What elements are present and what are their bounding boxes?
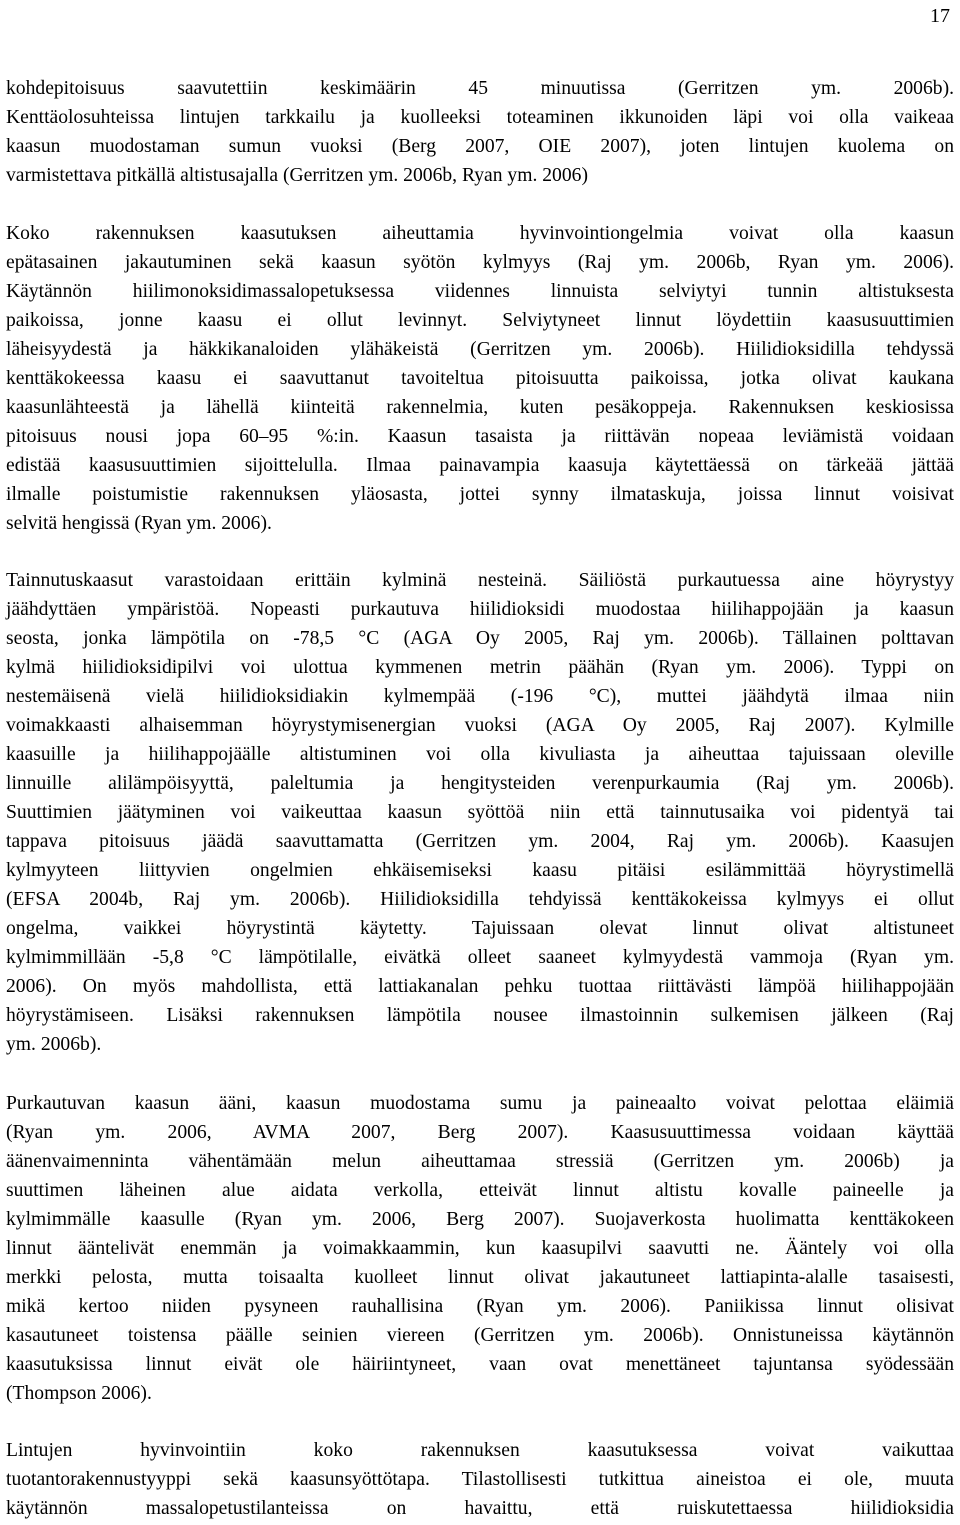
text-line: linnuille alilämpöisyyttä, paleltumia ja hengitysteiden verenpurkaumia (Raj ym. 2006b). (6, 773, 954, 794)
text-line: kaasunlähteestä ja lähellä kiinteitä rakennelmia, kuten pesäkoppeja. Rakennuksen keskiosissa (6, 397, 954, 418)
text-line: jäähdyttäen ympäristöä. Nopeasti purkautuva hiilidioksidi muodostaa hiilihappojään ja kaasun (6, 599, 954, 620)
text-line: kohdepitoisuus saavutettiin keskimäärin 45 minuutissa (Gerritzen ym. 2006b). (6, 78, 954, 99)
text-line: Käytännön hiilimonoksidimassalopetuksessa viidennes linnuista selviytyi tunnin altistuksesta (6, 281, 954, 302)
text-line: (Thompson 2006). (6, 1383, 152, 1404)
text-line: ilmalle poistumistie rakennuksen yläosasta, jottei synny ilmataskuja, joissa linnut voisivat (6, 484, 954, 505)
page-number: 17 (930, 5, 950, 27)
text-line: kaasuille ja hiilihappojäälle altistuminen voi olla kivuliasta ja aiheuttaa tajuissaan oleville (6, 744, 954, 765)
paragraph-4 (6, 1089, 954, 1408)
text-line: äänenvaimenninta vähentämään melun aiheuttamaa stressiä (Gerritzen ym. 2006b) ja (6, 1151, 954, 1172)
text-line: tappava pitoisuus jäädä saavuttamatta (Gerritzen ym. 2004, Raj ym. 2006b). Kaasujen (6, 831, 954, 852)
text-line: pitoisuus nousi jopa 60–95 %:in. Kaasun tasaista ja riittävän nopeaa leviämistä voidaan (6, 426, 954, 447)
text-line: kenttäkokeessa kaasu ei saavuttanut tavoiteltua pitoisuutta paikoissa, jotka olivat kaukana (6, 368, 954, 389)
text-line: Suuttimien jäätyminen voi vaikeuttaa kaasun syöttöä niin että tainnutusaika voi pidentyä tai (6, 802, 954, 823)
text-line: varmistettava pitkällä altistusajalla (Gerritzen ym. 2006b, Ryan ym. 2006) (6, 165, 588, 186)
text-line: Purkautuvan kaasun ääni, kaasun muodostama sumu ja paineaalto voivat pelottaa eläimiä (6, 1093, 954, 1114)
text-line: Kenttäolosuhteissa lintujen tarkkailu ja kuolleeksi toteaminen ikkunoiden läpi voi olla vaikeaa (6, 107, 954, 128)
paragraph-3 (6, 566, 954, 1059)
text-line: voimakkaasti alhaisemman höyrystymisenergian vuoksi (AGA Oy 2005, Raj 2007). Kylmille (6, 715, 954, 736)
paragraph-1 (6, 74, 954, 190)
text-line: kylmimmillään -5,8 °C lämpötilalle, eivätkä olleet saaneet kylmyydestä vammoja (Ryan ym. (6, 947, 954, 968)
text-line: nestemäisenä vielä hiilidioksidiakin kylmempää (-196 °C), muttei jäähdytä ilmaa niin (6, 686, 954, 707)
text-line: edistää kaasusuuttimien sijoittelulla. Ilmaa painavampia kaasuja käytettäessä on tärkeää jättää (6, 455, 954, 476)
text-line: höyrystämiseen. Lisäksi rakennuksen lämpötila nousee ilmastoinnin sulkemisen jälkeen (Raj (6, 1005, 954, 1026)
text-line: kylmyyteen liittyvien ongelmien ehkäisemiseksi kaasu pitäisi esilämmittää höyrystimellä (6, 860, 954, 881)
text-line: ongelma, vaikkei höyrystintä käytetty. Tajuissaan olevat linnut olivat altistuneet (6, 918, 954, 939)
text-line: kaasutuksissa linnut eivät ole häiriintyneet, vaan ovat menettäneet tajuntansa syödessään (6, 1354, 954, 1375)
paragraph-2 (6, 219, 954, 538)
text-line: merkki pelosta, mutta toisaalta kuolleet linnut olivat jakautuneet lattiapinta-alalle tasaisesti, (6, 1267, 954, 1288)
text-line: tuotantorakennustyyppi sekä kaasunsyöttötapa. Tilastollisesti tutkittua aineistoa ei ole, muuta (6, 1469, 954, 1490)
text-line: Tainnutuskaasut varastoidaan erittäin kylminä nesteinä. Säiliöstä purkautuessa aine höyrystyy (6, 570, 954, 591)
text-line: kaasun muodostaman sumun vuoksi (Berg 2007, OIE 2007), joten lintujen kuolema on (6, 136, 954, 157)
text-line: linnut ääntelivät enemmän ja voimakkaammin, kun kaasupilvi saavutti ne. Ääntely voi olla (6, 1238, 954, 1259)
text-line: suuttimen läheinen alue aidata verkolla, etteivät linnut altistu kovalle paineelle ja (6, 1180, 954, 1201)
text-line: kasautuneet toistensa päälle seinien viereen (Gerritzen ym. 2006b). Onnistuneissa käytännön (6, 1325, 954, 1346)
text-line: ym. 2006b). (6, 1034, 102, 1055)
text-line: epätasainen jakautuminen sekä kaasun syötön kylmyys (Raj ym. 2006b, Ryan ym. 2006). (6, 252, 954, 273)
text-line: paikoissa, jonne kaasu ei ollut levinnyt. Selviytyneet linnut löydettiin kaasusuuttimien (6, 310, 954, 331)
text-line: Koko rakennuksen kaasutuksen aiheuttamia hyvinvointiongelmia voivat olla kaasun (6, 223, 954, 244)
text-line: läheisyydestä ja häkkikanaloiden ylähäkeistä (Gerritzen ym. 2006b). Hiilidioksidilla tehdyssä (6, 339, 954, 360)
text-line: käytännön massalopetustilanteissa on havaittu, että ruiskutettaessa hiilidioksidia (6, 1498, 954, 1519)
text-line: 2006). On myös mahdollista, että lattiakanalan pehku tuottaa riittävästi lämpöä hiilihappojään (6, 976, 954, 997)
text-line: selvitä hengissä (Ryan ym. 2006). (6, 513, 272, 534)
paragraph-5 (6, 1436, 954, 1523)
text-line: Lintujen hyvinvointiin koko rakennuksen kaasutuksessa voivat vaikuttaa (6, 1440, 954, 1461)
text-line: (Ryan ym. 2006, AVMA 2007, Berg 2007). Kaasusuuttimessa voidaan käyttää (6, 1122, 954, 1143)
text-line: mikä kertoo niiden pysyneen rauhallisina (Ryan ym. 2006). Paniikissa linnut olisivat (6, 1296, 954, 1317)
text-line: seosta, jonka lämpötila on -78,5 °C (AGA Oy 2005, Raj ym. 2006b). Tällainen polttavan (6, 628, 954, 649)
text-line: kylmimmälle kaasulle (Ryan ym. 2006, Berg 2007). Suojaverkosta huolimatta kenttäkokeen (6, 1209, 954, 1230)
text-line: kylmä hiilidioksidipilvi voi ulottua kymmenen metrin päähän (Ryan ym. 2006). Typpi on (6, 657, 954, 678)
text-line: (EFSA 2004b, Raj ym. 2006b). Hiilidioksidilla tehdyissä kenttäkokeissa kylmyys ei ollut (6, 889, 954, 910)
